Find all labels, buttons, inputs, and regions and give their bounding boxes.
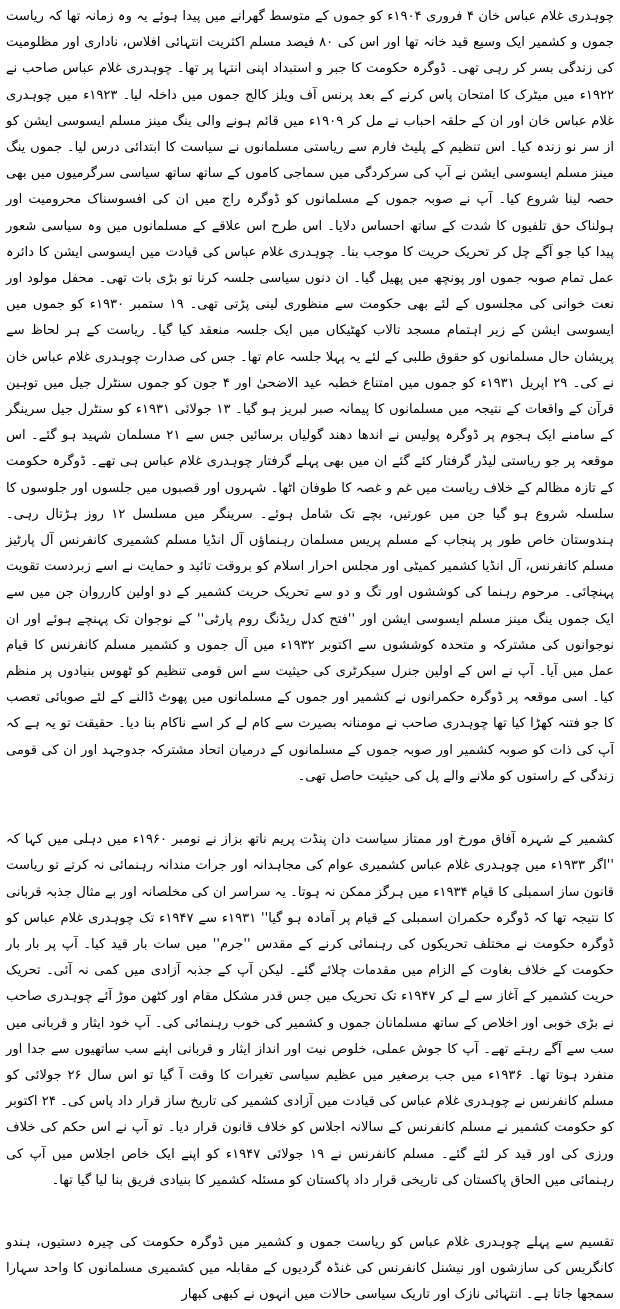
paragraph-biography-intro: چوہدری غلام عباس خان ۴ فروری ۱۹۰۴ء کو جموں کے متوسط گھرانے میں پیدا ہوئے یہ وہ زمانہ تھا کہ ریاست جموں و کشمیر ایک وسیع قید خانہ تھا اور اس کی ۸۰ فیصد مسلم اکثریت انتہائی افلاس، ناداری اور مظلومیت کی زندگی بسر کر رہی تھی۔ ڈوگرہ حکومت کا جبر و استبداد اپنی انتہا پر تھا۔ چوہدری غلام عباس صاحب نے ۱۹۲۲ء میں میٹرک کا امتحان پاس کرنے کے بعد پرنس آف ویلز کالج جموں میں داخلہ لیا۔ ۱۹۲۳ء میں چوہدری غلام عباس خان اور ان کے حلقہ احباب نے مل کر ۱۹۰۹ء میں قائم ہونے والی ینگ مینز مسلم ایسوسی ایشن کو از سر نو زندہ کیا۔ اس تنظیم کے پلیٹ فارم سے ریاستی مسلمانوں نے سیاست کا ابتدائی درس لیا۔ جموں ینگ مینز مسلم ایسوسی ایشن نے آپ کی سرکردگی میں سماجی کاموں کے ساتھ ساتھ سیاسی سرگرمیوں میں بھی حصہ لینا شروع کیا۔ آپ نے صوبہ جموں کے مسلمانوں کو ڈوگرہ راج میں ان کی افسوسناک محرومیت اور ہولناک حق تلفیوں کا شدت کے ساتھ احساس دلایا۔ اس طرح اس علاقے کے مسلمانوں میں وہ سیاسی شعور پیدا کیا جو آگے چل کر تحریک حریت کا موجب بنا۔ چوہدری غلام عباس کی قیادت میں ایسوسی ایشن کا دائرہ عمل تمام صوبہ جموں اور پونچھ میں پھیل گیا۔ ان دنوں سیاسی جلسہ کرنا تو بڑی بات تھی۔ محفل مولود اور نعت خوانی کی مجلسوں کے لئے بھی حکومت سے منظوری لینی پڑتی تھی۔ ۱۹ ستمبر ۱۹۳۰ء کو جموں میں ایسوسی ایشن کے زیر اہتمام مسجد تالاب کھٹیکاں میں ایک جلسہ منعقد کیا گیا۔ ریاست کے ہر لحاظ سے پریشان حال مسلمانوں کو حقوق طلبی کے لئے یہ پہلا جلسہ عام تھا۔ جس کی صدارت چوہدری غلام عباس خان نے کی۔ ۲۹ اپریل ۱۹۳۱ء کو جموں میں امتناع خطبہ عید الاضحیٰ اور ۴ جون کو جموں سنٹرل جیل میں توہین قرآن کے واقعات کے نتیجہ میں مسلمانوں کا پیمانہ صبر لبریز ہو گیا۔ ۱۳ جولائی ۱۹۳۱ء کو سنٹرل جیل سرینگر کے سامنے ایک ہجوم پر ڈوگرہ پولیس نے اندھا دھند گولیاں برسائیں جس سے ۲۱ مسلمان شہید ہو گئے۔ اس موقعہ پر جو ریاستی لیڈر گرفتار کئے گئے ان میں بھی پہلے گرفتار چوہدری غلام عباس ہی تھے۔ ڈوگرہ حکومت کے تازہ مظالم کے خلاف ریاست میں غم و غصہ کا طوفان اٹھا۔ شہروں اور قصبوں میں جلسوں اور جلوسوں کا سلسلہ شروع ہو گیا جن میں عورتیں، بچے تک شامل ہوئے۔ سرینگر میں مسلسل ۱۲ روز ہڑتال رہی۔ ہندوستان خاص طور پر پنجاب کے مسلم پریس مسلمان رہنماؤں آل انڈیا مسلم کشمیری کانفرنس آل پارٹیز مسلم کانفرنس، آل انڈیا کشمیر کمیٹی اور مجلس احرار اسلام کو بروقت تائید و حمایت نے اسے زبردست تقویت پہنچائی۔ مرحوم رہنما کی کوششوں اور تگ و دو سے تحریک حریت کشمیر کے دو اولین کارروان جن میں سے ایک جموں ینگ مینز مسلم ایسوسی ایشن اور ''فتح کدل ریڈنگ روم پارٹی'' کے نوجوان تک پہنچے ہوئے اور ان نوجوانوں کی مشترکہ و متحدہ کوششوں سے اکتوبر ۱۹۳۲ء میں آل جموں و کشمیر مسلم کانفرنس کا قیام عمل میں آیا۔ آپ نے اس کے اولین جنرل سیکرٹری کی حیثیت سے اس قومی تنظیم کو ٹھوس بنیادوں پر منظم کیا۔ اسی موقعہ پر ڈوگرہ حکمرانوں نے کشمیر اور جموں کے مسلمانوں میں پھوٹ ڈالنے کے لئے صوبائی تعصب کا جو فتنہ کھڑا کیا تھا چوہدری صاحب نے مومنانہ بصیرت سے کام لے کر اسے ناکام بنا دیا۔ حقیقت تو یہ ہے کہ آپ کی ذات کو صوبہ کشمیر اور صوبہ جموں کے مسلمانوں کے درمیان اتحاد مشترکہ جدوجہد اور ان کی قومی زندگی کے راستوں کو ملانے والے پل کی حیثیت حاصل تھی۔ bbox=[6, 9, 615, 784]
paragraph-bazaz-quote: کشمیر کے شہرہ آفاق مورخ اور ممتاز سیاست دان پنڈت پریم ناتھ بزاز نے نومبر ۱۹۶۰ء میں دہلی میں کہا کہ ''اگر ۱۹۳۳ء میں چوہدری غلام عباس کشمیری عوام کی مجاہدانہ اور جرات مندانہ رہنمائی نہ کرتے تو ریاست قانون ساز اسمبلی کا قیام ۱۹۳۴ء میں ہرگز ممکن نہ ہوتا۔ یہ سراسر ان کی مخلصانہ اور بے مثال جذبہ قربانی کا نتیجہ تھا کہ ڈوگرہ حکمران اسمبلی کے قیام پر آمادہ ہو گیا'' ۱۹۳۱ء سے ۱۹۴۷ء تک چوہدری غلام عباس کو ڈوگرہ حکومت نے مختلف تحریکوں کی رہنمائی کرنے کے مقدس ''جرم'' میں سات بار قید کیا۔ آپ پر بار بار حکومت کے خلاف بغاوت کے الزام میں مقدمات چلائے گئے۔ لیکن آپ کے جذبہ آزادی میں کمی نہ آئی۔ تحریک حریت کشمیر کے آغاز سے لے کر ۱۹۴۷ء تک تحریک میں جس قدر مشکل مقام اور کٹھن موڑ آئے چوہدری صاحب نے بڑی خوبی اور اخلاص کے ساتھ مسلمانان جموں و کشمیر کی خوب رہنمائی کی۔ آپ خود ایثار و قربانی میں سب سے آگے رہتے تھے۔ آپ کا جوش عملی، خلوص نیت اور انداز ایثار و قربانی اپنے سب ساتھیوں سے جدا اور منفرد ہوتا تھا۔ ۱۹۳۶ء میں جب برصغیر میں عظیم سیاسی تغیرات کا وقت آ گیا تو اس سال ۲۶ جولائی کو مسلم کانفرنس نے چوہدری غلام عباس کی قیادت میں آزادی کشمیر کی تاریخ ساز قرار داد پاس کی۔ ۲۴ اکتوبر کو حکومت کشمیر نے مسلم کانفرنس کے سالانہ اجلاس کو خلاف قانون قرار دیا۔ تو آپ نے اس حکم کی خلاف ورزی کی اور قید کر لئے گئے۔ مسلم کانفرنس نے ۱۹ جولائی ۱۹۴۷ء کو اپنے ایک خاص اجلاس میں آپ کی رہنمائی میں الحاق پاکستان کی تاریخی قرار داد پاکستان کو مسئلہ کشمیر کا بنیادی فریق بنا لیا گیا تھا۔ bbox=[6, 832, 614, 1188]
paragraph-spacer bbox=[6, 1194, 614, 1230]
paragraph-spacer bbox=[6, 790, 614, 827]
paragraph-partition: تقسیم سے پہلے چوہدری غلام عباس کو ریاست جموں و کشمیر میں ڈوگرہ حکومت کی چیرہ دستیوں، ہندو کانگریس کی سازشوں اور نیشنل کانفرنس کی غنڈہ گردیوں کے مقابلہ میں کشمیری مسلمانوں کا واحد سہارا سمجھا جاتا ہے۔ انتہائی نازک اور تاریک سیاسی حالات میں انہوں نے کبھی کبھار bbox=[6, 1234, 614, 1303]
